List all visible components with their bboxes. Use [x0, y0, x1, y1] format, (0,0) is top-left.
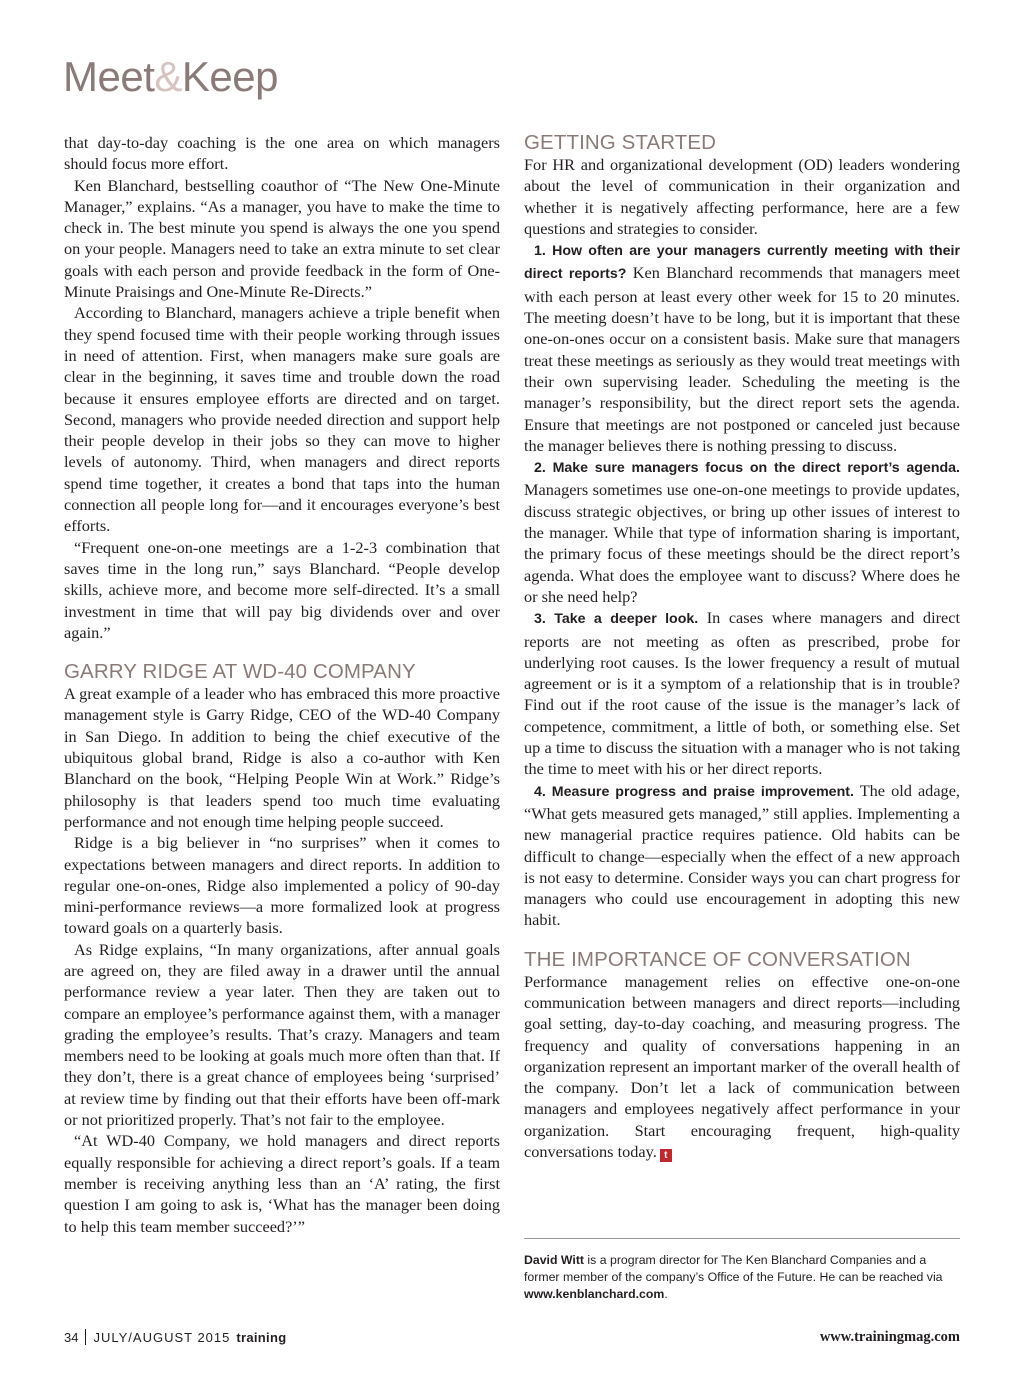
paragraph: Ridge is a big believer in “no surprises” when it comes to expectations between managers and direct reports. In addition to regular one-on-ones, Ridge also implemented a policy of 90-day mini-performance reviews—a more formalized look at progress toward goals on a quarterly basis.	[64, 833, 500, 938]
folio	[64, 1329, 286, 1345]
left-column	[64, 132, 500, 1237]
folio-divider	[85, 1329, 86, 1345]
list-item	[524, 780, 960, 931]
paragraph: For HR and organizational development (OD) leaders wondering about the level of communication in their organization and whether it is negatively affecting performance, here are a few questions and strategies to consider.	[524, 155, 960, 238]
paragraph: that day-to-day coaching is the one area on which managers should focus more effort.	[64, 133, 500, 174]
magazine-name: training	[236, 1329, 287, 1345]
paragraph: A great example of a leader who has embraced this more proactive management style is Garry Ridge, CEO of the WD-40 Company in San Diego. In addition to being the chief executive of the ubiquitous global brand, Ridge is also a co-author with Ken Blanchard on the book, “Helping People Win at Work.” Ridge’s philosophy is that leaders spend too much time evaluating performance and not enough time helping people succeed.	[64, 684, 500, 831]
list-item	[524, 456, 960, 607]
paragraph: “Frequent one-on-one meetings are a 1-2-3 combination that saves time in the long run,” says Blanchard. “People develop skills, achieve more, and become more self-directed. It’s a small investment in time that will pay big dividends over and over again.”	[64, 537, 500, 642]
masthead-keep: Keep	[181, 53, 278, 100]
masthead-ampersand: &	[154, 53, 182, 100]
paragraph	[524, 971, 960, 1163]
author-bio	[524, 1252, 960, 1303]
list-item-text: Managers sometimes use one-on-one meetings to provide updates, discuss strategic objectives, or bring up other issues of interest to the manager. While that type of information sharing is important, the primary focus of these meetings should be the direct report’s agenda. What does the employee want to discuss? Where does he or she need help?	[524, 480, 960, 606]
list-item-text: Ken Blanchard recommends that managers meet with each person at least every other week for 15 to 20 minutes. The meeting doesn’t have to be long, but it is important that these one-on-ones occur on a consistent basis. Make sure that managers treat these meetings as seriously as they would treat meetings with their own supervising leader. Scheduling the meeting is the manager’s responsibility, but the direct report sets the agenda. Ensure that meetings are not postponed or canceled just because the manager believes there is nothing pressing to discuss.	[524, 263, 961, 455]
list-item-text: In cases where managers and direct reports are not meeting as often as prescribed, probe for underlying root causes. Is the lower frequency a result of mutual agreement or is it a symptom of a relationship that is in trouble? Find out if the root cause of the issue is the manager’s lack of competence, commitment, a little of both, or something else. Set up a time to discuss the situation with a manager who is not taking the time to meet with his or her direct reports.	[524, 608, 960, 779]
issue-date: JULY/AUGUST 2015	[93, 1329, 231, 1345]
section-heading-conversation: THE IMPORTANCE OF CONVERSATION	[524, 947, 911, 971]
masthead-meet: Meet	[63, 53, 155, 100]
list-item-lead: 1. How often are your managers currently meeting with their direct reports?	[524, 243, 960, 283]
page-number: 34	[64, 1329, 79, 1345]
list-item	[524, 607, 960, 779]
end-mark-icon: t	[660, 1149, 672, 1162]
list-item-lead: 2. Make sure managers focus on the direct report’s agenda.	[534, 460, 960, 477]
section-heading-getting-started: GETTING STARTED	[524, 131, 717, 154]
website-link[interactable]: www.trainingmag.com	[819, 1329, 960, 1345]
right-column	[524, 132, 960, 1162]
paragraph: As Ridge explains, “In many organizations, after annual goals are agreed on, they are filed away in a drawer until the annual performance review a year later. Then they are taken out to compare an employee’s performance against them, with a manager grading the employee’s results. That’s crazy. Managers and team members need to be looking at goals much more often than that. If they don’t, there is a great chance of employees being ‘surprised’ at review time by finding out that their efforts have been off-mark or not prioritized properly. That’s not fair to the employee.	[64, 939, 500, 1130]
closing-text: Performance management relies on effective one-on-one communication between managers and direct reports—including goal setting, day-to-day coaching, and measuring progress. The frequency and quality of conversations happening in an organization represent an important marker of the overall health of the company. Don’t let a lack of communication between managers and employees negatively affect performance in your organization. Start encouraging frequent, high-quality conversations today.	[524, 971, 960, 1162]
section-heading-garry-ridge: GARRY RIDGE AT WD-40 COMPANY	[64, 660, 416, 684]
bio-text: is a program director for The Ken Blanchard Companies and a former member of the company’s Office of the Future. He can be reached via	[524, 1253, 943, 1284]
paragraph: “At WD-40 Company, we hold managers and direct reports equally responsible for achieving a direct report’s goals. If a team member is receiving anything less than an ‘A’ rating, the first question I am going to ask is, ‘What has the manager been doing to help this team member succeed?’”	[64, 1131, 500, 1236]
list-item-lead: 3. Take a deeper look.	[534, 611, 699, 628]
list-item-text: The old adage, “What gets measured gets managed,” still applies. Implementing a new managerial practice requires patience. Old habits can be difficult to change—especially when the effect of a new approach is not easy to determine. Consider ways you can chart progress for managers who could use encouragement in adopting this new habit.	[524, 780, 960, 930]
author-link[interactable]: www.kenblanchard.com	[524, 1287, 665, 1301]
paragraph: Ken Blanchard, bestselling coauthor of “The New One-Minute Manager,” explains. “As a manager, you have to make the time to check in. The best minute you spend is always the one you spend on your people. Managers need to take an extra minute to set clear goals with each person and provide feedback in the form of One-Minute Praisings and One-Minute Re-Directs.”	[64, 175, 500, 302]
author-name: David Witt	[524, 1253, 585, 1267]
bio-divider	[524, 1238, 960, 1239]
list-item	[524, 239, 960, 456]
bio-end: .	[664, 1287, 668, 1301]
paragraph: According to Blanchard, managers achieve a triple benefit when they spend focused time with their people working through issues in need of attention. First, when managers make sure goals are clear in the beginning, it saves time and trouble down the road because it ensures employee efforts are directed and on target. Second, managers who provide needed direction and support help their people develop in their jobs so they can move to higher levels of autonomy. Third, when managers and direct reports spend time together, it creates a bond that taps into the human connection all people long for—and it encourages everyone’s best efforts.	[64, 303, 500, 536]
list-item-lead: 4. Measure progress and praise improvement.	[534, 783, 854, 800]
masthead	[63, 53, 278, 100]
